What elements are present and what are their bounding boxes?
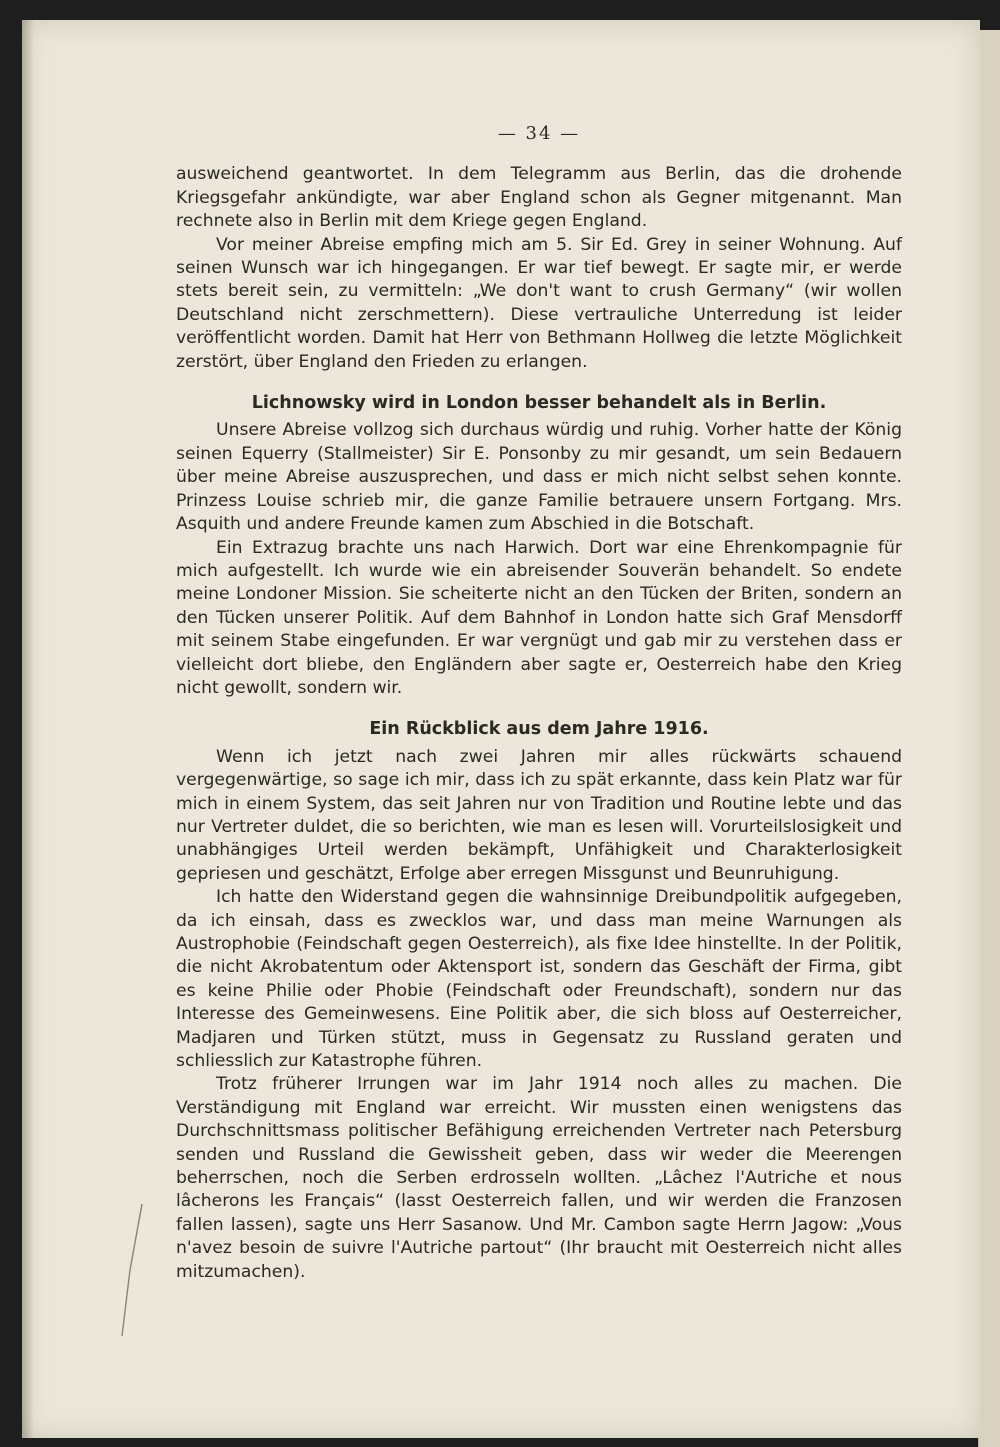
pencil-mark [110, 1200, 150, 1340]
section-heading: Lichnowsky wird in London besser behandelt als in Berlin. [251, 393, 827, 414]
page-text [176, 122, 902, 1284]
paragraph: Trotz früherer Irrungen war im Jahr 1914 noch alles zu machen. Die Verständigung mit England war erreicht. Wir mussten einen wenigstens das Durchschnittsmass politischer Befähigung erreichenden Vertreter nach Petersburg senden und Russland die Gewissheit geben, dass wir weder die Meerengen beherrschen, noch die Serben erdrosseln wollten. „Lâchez l'Autriche et nous lâcherons les Français“ (lasst Oesterreich fallen, und wir werden die Franzosen fallen lassen), sagte uns Herr Sasanow. Und Mr. Cambon sagte Herrn Jagow: „Vous n'avez besoin de suivre l'Autriche partout“ (Ihr braucht mit Oesterreich nicht alles mitzumachen). [176, 1074, 902, 1282]
page-number: — 34 — [497, 123, 581, 144]
section-heading: Ein Rückblick aus dem Jahre 1916. [369, 719, 709, 740]
paragraph: Vor meiner Abreise empfing mich am 5. Sir Ed. Grey in seiner Wohnung. Auf seinen Wunsch war ich hingegangen. Er war tief bewegt. Er sagte mir, er werde stets bereit sein, zu vermitteln: „We don't want to crush Germany“ (wir wollen Deutschland nicht zerschmettern). Diese vertrauliche Unterredung ist leider veröffentlicht worden. Damit hat Herr von Bethmann Hollweg die letzte Möglichkeit zerstört, über England den Frieden zu erlangen. [176, 234, 902, 372]
paragraph: ausweichend geantwortet. In dem Telegramm aus Berlin, das die drohende Kriegsgefahr ankündigte, war aber England schon als Gegner mitgenannt. Man rechnete also in Berlin mit dem Kriege gegen England. [176, 164, 902, 232]
paragraph: Ein Extrazug brachte uns nach Harwich. Dort war eine Ehrenkompagnie für mich aufgestellt. Ich wurde wie ein abreisender Souverän behandelt. So endete meine Londoner Mission. Sie scheiterte nicht an den Tücken der Briten, sondern an den Tücken unserer Politik. Auf dem Bahnhof in London hatte sich Graf Mensdorff mit seinem Stabe eingefunden. Er war vergnügt und gab mir zu verstehen dass er vielleicht dort bliebe, den Engländern aber sagte er, Oesterreich habe den Krieg nicht gewollt, sondern wir. [176, 537, 902, 698]
page-gutter-shadow [22, 20, 34, 1438]
next-page-edge [978, 30, 1000, 1447]
paragraph: Unsere Abreise vollzog sich durchaus würdig und ruhig. Vorher hatte der König seinen Equerry (Stallmeister) Sir E. Ponsonby zu mir gesandt, um sein Bedauern über meine Abreise auszusprechen, und dass er mich nicht selbst sehen konnte. Prinzess Louise schrieb mir, die ganze Familie betrauere unsern Fortgang. Mrs. Asquith und andere Freunde kamen zum Abschied in die Botschaft. [176, 420, 902, 535]
paragraph: Wenn ich jetzt nach zwei Jahren mir alles rückwärts schauend vergegenwärtige, so sage ich mir, dass ich zu spät erkannte, dass kein Platz war für mich in einem System, das seit Jahren nur von Tradition und Routine lebte und das nur Vertreter duldet, die so berichten, wie man es lesen will. Vorurteilslosigkeit und unabhängiges Urteil werden bekämpft, Unfähigkeit und Charakterlosigkeit gepriesen und geschätzt, Erfolge aber erregen Missgunst und Beunruhigung. [176, 746, 902, 884]
paragraph: Ich hatte den Widerstand gegen die wahnsinnige Dreibundpolitik aufgegeben, da ich einsah, dass es zwecklos war, und dass man meine Warnungen als Austrophobie (Feindschaft gegen Oesterreich), als fixe Idee hinstellte. In der Politik, die nicht Akrobatentum oder Aktensport ist, sondern das Geschäft der Firma, gibt es keine Philie oder Phobie (Feindschaft oder Freundschaft), sondern nur das Interesse des Gemeinwesens. Eine Politik aber, die sich bloss auf Oesterreicher, Madjaren und Türken stützt, muss in Gegensatz zu Russland geraten und schliesslich zur Katastrophe führen. [176, 887, 902, 1072]
